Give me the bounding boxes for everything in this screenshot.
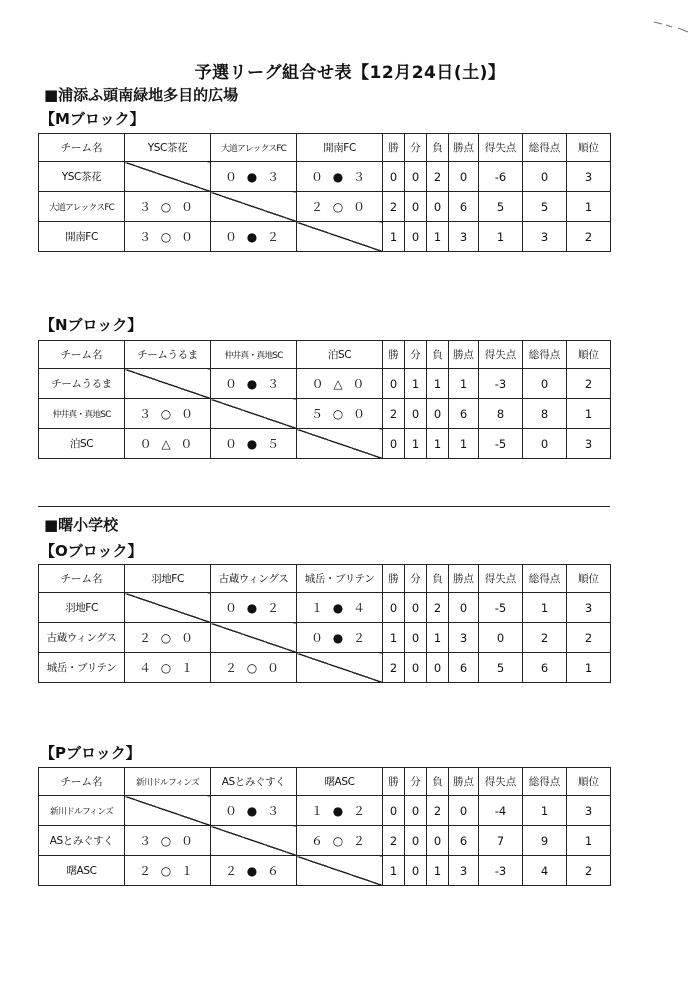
- table-header-row: [39, 565, 611, 593]
- goal-diff-value: -5: [479, 429, 523, 459]
- row-team-name: 新川ドルフィンズ: [39, 796, 125, 826]
- match-result: ０ ● ２: [297, 623, 383, 653]
- points-value: 6: [449, 192, 479, 222]
- table-row: [39, 593, 611, 623]
- diagonal-cell: [297, 856, 383, 886]
- draws-header: 分: [405, 768, 427, 796]
- match-result: ０ ● ３: [211, 369, 297, 399]
- row-team-name: チームうるま: [39, 369, 125, 399]
- column-team-name: 曙ASC: [297, 768, 383, 796]
- match-result: ３ ○ ０: [125, 222, 211, 252]
- table-row: [39, 856, 611, 886]
- column-team-name: YSC茶花: [125, 134, 211, 162]
- block-label-n: 【Nブロック】: [40, 316, 143, 334]
- diagonal-cell: [211, 399, 297, 429]
- goals-for-value: 6: [523, 653, 567, 683]
- points-value: 0: [449, 796, 479, 826]
- team-name-header: チーム名: [39, 134, 125, 162]
- rank-value: 2: [567, 369, 611, 399]
- section-divider: [38, 506, 610, 507]
- wins-value: 0: [383, 429, 405, 459]
- rank-value: 3: [567, 593, 611, 623]
- points-value: 3: [449, 222, 479, 252]
- goal-diff-header: 得失点: [479, 565, 523, 593]
- column-team-name: 城岳・ブリテン: [297, 565, 383, 593]
- points-header: 勝点: [449, 565, 479, 593]
- rank-header: 順位: [567, 341, 611, 369]
- wins-value: 2: [383, 192, 405, 222]
- wins-value: 1: [383, 623, 405, 653]
- match-result: ６ ○ ２: [297, 826, 383, 856]
- goals-for-header: 総得点: [523, 768, 567, 796]
- rank-header: 順位: [567, 134, 611, 162]
- draws-header: 分: [405, 565, 427, 593]
- wins-header: 勝: [383, 768, 405, 796]
- points-header: 勝点: [449, 341, 479, 369]
- goal-diff-value: 5: [479, 653, 523, 683]
- match-result: １ ● ２: [297, 796, 383, 826]
- goal-diff-value: -5: [479, 593, 523, 623]
- column-team-name: ASとみぐすく: [211, 768, 297, 796]
- draws-value: 0: [405, 593, 427, 623]
- draws-value: 0: [405, 192, 427, 222]
- goal-diff-value: -4: [479, 796, 523, 826]
- rank-value: 1: [567, 826, 611, 856]
- row-team-name: 大道アレックスFC: [39, 192, 125, 222]
- match-result: ０ △ ０: [125, 429, 211, 459]
- rank-value: 3: [567, 796, 611, 826]
- match-result: ２ ○ ０: [125, 623, 211, 653]
- draws-value: 0: [405, 826, 427, 856]
- points-value: 6: [449, 399, 479, 429]
- scan-mark-icon: [652, 18, 692, 34]
- draws-value: 0: [405, 796, 427, 826]
- venue-heading-akebono: ■曙小学校: [44, 516, 119, 534]
- losses-value: 1: [427, 369, 449, 399]
- match-result: ３ ○ ０: [125, 192, 211, 222]
- wins-value: 0: [383, 593, 405, 623]
- losses-value: 0: [427, 192, 449, 222]
- team-name-header: チーム名: [39, 565, 125, 593]
- goals-for-value: 8: [523, 399, 567, 429]
- row-team-name: ASとみぐすく: [39, 826, 125, 856]
- table-row: [39, 826, 611, 856]
- losses-value: 0: [427, 399, 449, 429]
- losses-value: 1: [427, 856, 449, 886]
- table-row: [39, 623, 611, 653]
- rank-value: 2: [567, 856, 611, 886]
- wins-value: 2: [383, 399, 405, 429]
- match-result: ０ ● ３: [297, 162, 383, 192]
- diagonal-cell: [211, 826, 297, 856]
- losses-header: 負: [427, 768, 449, 796]
- match-result: ３ ○ ０: [125, 826, 211, 856]
- losses-value: 0: [427, 826, 449, 856]
- losses-header: 負: [427, 134, 449, 162]
- row-team-name: YSC茶花: [39, 162, 125, 192]
- match-result: ０ △ ０: [297, 369, 383, 399]
- match-result: ２ ○ ０: [297, 192, 383, 222]
- league-table-o: [38, 564, 611, 683]
- wins-value: 1: [383, 856, 405, 886]
- draws-value: 0: [405, 856, 427, 886]
- points-value: 0: [449, 162, 479, 192]
- losses-value: 0: [427, 653, 449, 683]
- goals-for-value: 1: [523, 796, 567, 826]
- row-team-name: 仲井真・真地SC: [39, 399, 125, 429]
- draws-value: 0: [405, 222, 427, 252]
- match-result: ０ ● ３: [211, 162, 297, 192]
- wins-value: 2: [383, 826, 405, 856]
- diagonal-cell: [297, 222, 383, 252]
- goals-for-header: 総得点: [523, 565, 567, 593]
- table-row: [39, 162, 611, 192]
- draws-header: 分: [405, 341, 427, 369]
- losses-value: 2: [427, 162, 449, 192]
- diagonal-cell: [125, 796, 211, 826]
- points-value: 0: [449, 593, 479, 623]
- losses-header: 負: [427, 341, 449, 369]
- team-name-header: チーム名: [39, 768, 125, 796]
- goal-diff-value: 7: [479, 826, 523, 856]
- block-label-o: 【Oブロック】: [40, 542, 143, 560]
- match-result: ０ ● ５: [211, 429, 297, 459]
- goals-for-value: 0: [523, 429, 567, 459]
- table-row: [39, 429, 611, 459]
- match-result: ０ ● ３: [211, 796, 297, 826]
- match-result: １ ● ４: [297, 593, 383, 623]
- table-row: [39, 796, 611, 826]
- goals-for-value: 1: [523, 593, 567, 623]
- losses-value: 2: [427, 593, 449, 623]
- row-team-name: 羽地FC: [39, 593, 125, 623]
- goal-diff-value: 5: [479, 192, 523, 222]
- league-table-p: [38, 767, 611, 886]
- row-team-name: 開南FC: [39, 222, 125, 252]
- match-result: ５ ○ ０: [297, 399, 383, 429]
- diagonal-cell: [125, 593, 211, 623]
- diagonal-cell: [211, 623, 297, 653]
- column-team-name: 泊SC: [297, 341, 383, 369]
- draws-value: 0: [405, 399, 427, 429]
- wins-header: 勝: [383, 565, 405, 593]
- match-result: ０ ● ２: [211, 222, 297, 252]
- rank-value: 1: [567, 653, 611, 683]
- losses-header: 負: [427, 565, 449, 593]
- rank-value: 3: [567, 162, 611, 192]
- goals-for-value: 3: [523, 222, 567, 252]
- match-result: ２ ○ ０: [211, 653, 297, 683]
- wins-value: 1: [383, 222, 405, 252]
- team-name-header: チーム名: [39, 341, 125, 369]
- column-team-name: 新川ドルフィンズ: [125, 768, 211, 796]
- draws-value: 1: [405, 429, 427, 459]
- rank-header: 順位: [567, 768, 611, 796]
- table-header-row: [39, 341, 611, 369]
- goal-diff-value: 8: [479, 399, 523, 429]
- goals-for-header: 総得点: [523, 341, 567, 369]
- venue-heading-urasoe: ■浦添ふ頭南緑地多目的広場: [44, 86, 239, 104]
- diagonal-cell: [211, 192, 297, 222]
- table-header-row: [39, 768, 611, 796]
- goal-diff-header: 得失点: [479, 341, 523, 369]
- points-header: 勝点: [449, 134, 479, 162]
- match-result: ４ ○ １: [125, 653, 211, 683]
- wins-header: 勝: [383, 134, 405, 162]
- points-value: 3: [449, 623, 479, 653]
- goals-for-value: 9: [523, 826, 567, 856]
- losses-value: 1: [427, 429, 449, 459]
- goal-diff-value: 0: [479, 623, 523, 653]
- points-value: 1: [449, 429, 479, 459]
- rank-value: 1: [567, 399, 611, 429]
- draws-value: 1: [405, 369, 427, 399]
- goals-for-header: 総得点: [523, 134, 567, 162]
- goals-for-value: 0: [523, 369, 567, 399]
- draws-value: 0: [405, 623, 427, 653]
- row-team-name: 泊SC: [39, 429, 125, 459]
- points-value: 1: [449, 369, 479, 399]
- draws-value: 0: [405, 653, 427, 683]
- goal-diff-header: 得失点: [479, 134, 523, 162]
- row-team-name: 城岳・ブリテン: [39, 653, 125, 683]
- match-result: ３ ○ ０: [125, 399, 211, 429]
- match-result: ０ ● ２: [211, 593, 297, 623]
- rank-header: 順位: [567, 565, 611, 593]
- column-team-name: 仲井真・真地SC: [211, 341, 297, 369]
- losses-value: 1: [427, 222, 449, 252]
- goal-diff-value: -3: [479, 856, 523, 886]
- table-row: [39, 192, 611, 222]
- column-team-name: チームうるま: [125, 341, 211, 369]
- rank-value: 3: [567, 429, 611, 459]
- goal-diff-value: -6: [479, 162, 523, 192]
- diagonal-cell: [297, 653, 383, 683]
- goal-diff-value: 1: [479, 222, 523, 252]
- wins-value: 2: [383, 653, 405, 683]
- wins-value: 0: [383, 369, 405, 399]
- column-team-name: 開南FC: [297, 134, 383, 162]
- match-result: ２ ● ６: [211, 856, 297, 886]
- losses-value: 2: [427, 796, 449, 826]
- page-title: 予選リーグ組合せ表【12月24日(土)】: [194, 63, 506, 83]
- goal-diff-header: 得失点: [479, 768, 523, 796]
- column-team-name: 羽地FC: [125, 565, 211, 593]
- table-row: [39, 222, 611, 252]
- table-header-row: [39, 134, 611, 162]
- wins-value: 0: [383, 162, 405, 192]
- rank-value: 1: [567, 192, 611, 222]
- points-header: 勝点: [449, 768, 479, 796]
- row-team-name: 古蔵ウィングス: [39, 623, 125, 653]
- losses-value: 1: [427, 623, 449, 653]
- points-value: 6: [449, 653, 479, 683]
- match-result: ２ ○ １: [125, 856, 211, 886]
- block-label-p: 【Pブロック】: [40, 744, 141, 762]
- table-row: [39, 399, 611, 429]
- table-row: [39, 653, 611, 683]
- league-table-m: [38, 133, 611, 252]
- rank-value: 2: [567, 623, 611, 653]
- diagonal-cell: [297, 429, 383, 459]
- goals-for-value: 4: [523, 856, 567, 886]
- goals-for-value: 0: [523, 162, 567, 192]
- wins-value: 0: [383, 796, 405, 826]
- column-team-name: 古蔵ウィングス: [211, 565, 297, 593]
- block-label-m: 【Mブロック】: [40, 110, 145, 128]
- draws-value: 0: [405, 162, 427, 192]
- league-table-n: [38, 340, 611, 459]
- points-value: 3: [449, 856, 479, 886]
- points-value: 6: [449, 826, 479, 856]
- goal-diff-value: -3: [479, 369, 523, 399]
- goals-for-value: 5: [523, 192, 567, 222]
- row-team-name: 曙ASC: [39, 856, 125, 886]
- draws-header: 分: [405, 134, 427, 162]
- wins-header: 勝: [383, 341, 405, 369]
- rank-value: 2: [567, 222, 611, 252]
- diagonal-cell: [125, 162, 211, 192]
- column-team-name: 大道アレックスFC: [211, 134, 297, 162]
- goals-for-value: 2: [523, 623, 567, 653]
- diagonal-cell: [125, 369, 211, 399]
- table-row: [39, 369, 611, 399]
